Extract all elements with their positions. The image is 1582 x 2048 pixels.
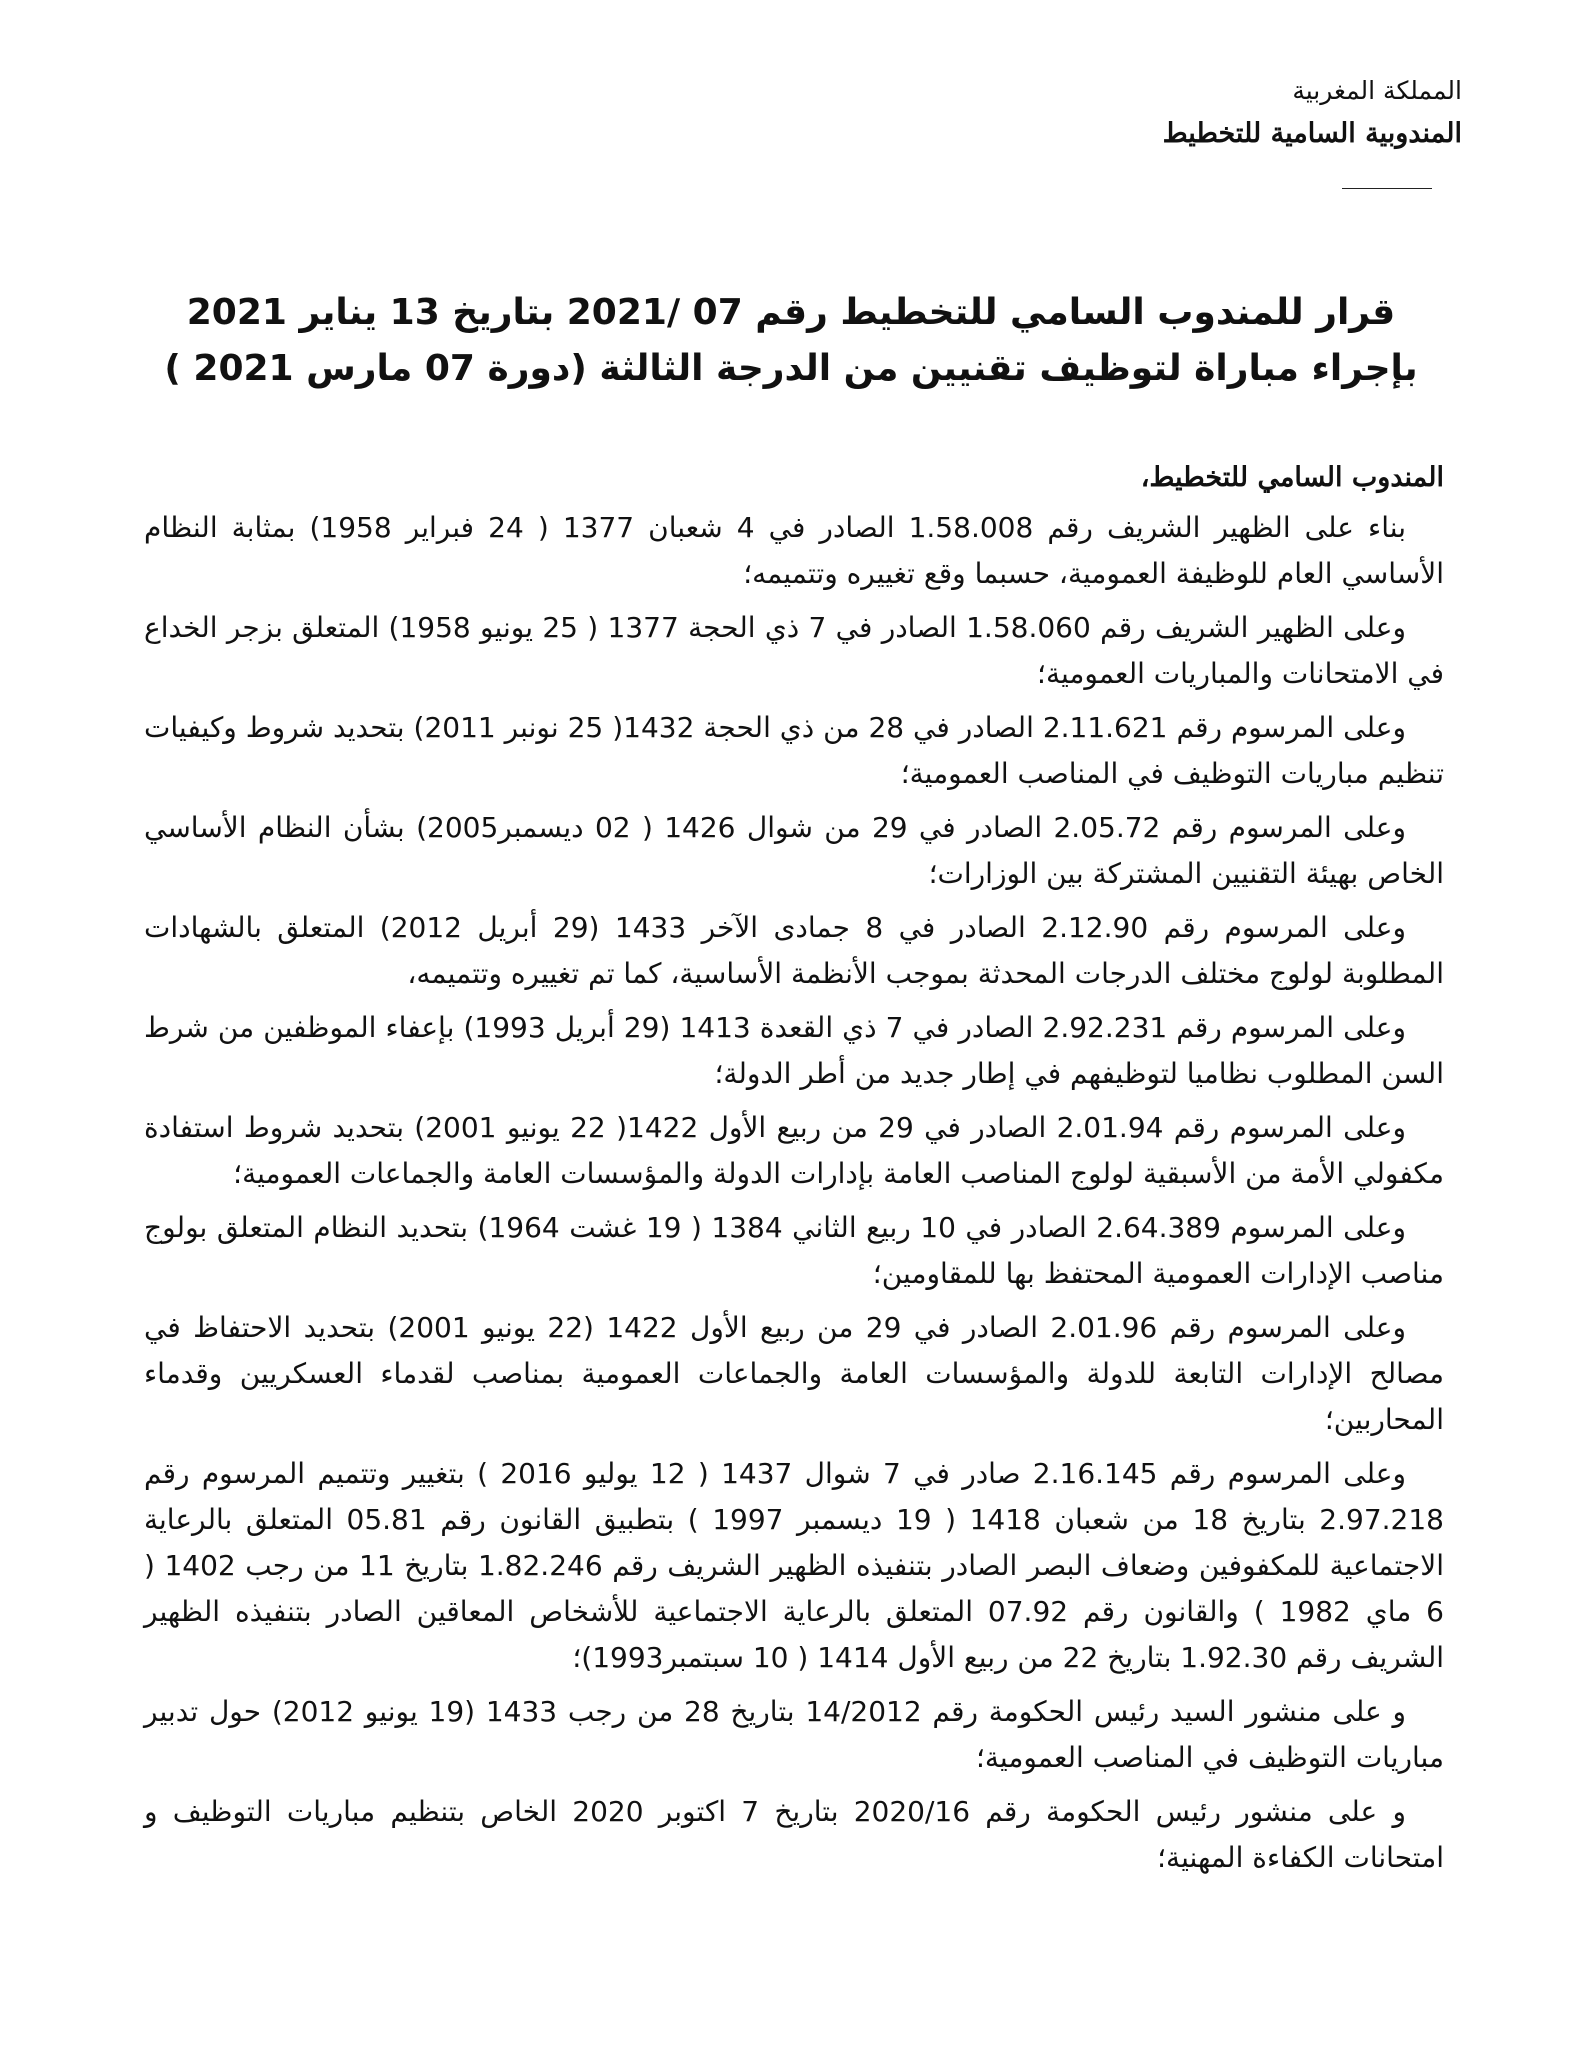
letterhead <box>1042 70 1462 189</box>
header-divider <box>1342 188 1432 189</box>
title-line-1: قرار للمندوب السامي للتخطيط رقم 07 /2021 بتاريخ 13 يناير 2021 <box>186 292 1396 333</box>
clause-12: و على منشور رئيس الحكومة رقم 2020/16 بتاريخ 7 اكتوبر 2020 الخاص بتنظيم مباريات التوظيف و امتحانات الكفاءة المهنية؛ <box>144 1795 1444 1874</box>
clause-1: بناء على الظهير الشريف رقم 1.58.008 الصادر في 4 شعبان 1377 ( 24 فبراير 1958) بمثابة النظام الأساسي العام للوظيفة العمومية، حسبما وقع تغييره وتتميمه؛ <box>144 511 1444 590</box>
clause-5: وعلى المرسوم رقم 2.12.90 الصادر في 8 جمادى الآخر 1433 (29 أبريل 2012) المتعلق بالشهادات المطلوبة لولوج مختلف الدرجات المحدثة بموجب الأنظمة الأساسية، كما تم تغييره وتتميمه، <box>144 911 1444 990</box>
clause-4: وعلى المرسوم رقم 2.05.72 الصادر في 29 من شوال 1426 ( 02 ديسمبر2005) بشأن النظام الأساسي الخاص بهيئة التقنيين المشتركة بين الوزارات؛ <box>144 811 1444 890</box>
clause-11: و على منشور السيد رئيس الحكومة رقم 14/2012 بتاريخ 28 من رجب 1433 (19 يونيو 2012) حول تدبير مباريات التوظيف في المناصب العمومية؛ <box>144 1695 1444 1774</box>
clause-8: وعلى المرسوم 2.64.389 الصادر في 10 ربيع الثاني 1384 ( 19 غشت 1964) بتحديد النظام المتعلق بولوج مناصب الإدارات العمومية المحتفظ بها للمقاومين؛ <box>144 1211 1444 1290</box>
agency-name: المندوبية السامية للتخطيط <box>1162 118 1462 149</box>
clause-9: وعلى المرسوم رقم 2.01.96 الصادر في 29 من ربيع الأول 1422 (22 يونيو 2001) بتحديد الاحتفاظ في مصالح الإدارات التابعة للدولة والمؤسسات العامة والجماعات العمومية بمناصب لقدماء العسكريين وقدماء المحاربين؛ <box>144 1311 1444 1436</box>
title-line-2: بإجراء مباراة لتوظيف تقنيين من الدرجة الثالثة (دورة 07 مارس 2021 ) <box>164 348 1418 389</box>
document-body <box>144 455 1444 1889</box>
decision-title <box>150 285 1432 397</box>
clause-10: وعلى المرسوم رقم 2.16.145 صادر في 7 شوال 1437 ( 12 يوليو 2016 ) بتغيير وتتميم المرسوم رقم 2.97.218 بتاريخ 18 من شعبان 1418 ( 19 ديسمبر 1997 ) بتطبيق القانون رقم 05.81 المتعلق بالرعاية الاجتماعية للمكفوفين وضعاف البصر الصادر بتنفيذه الظهير الشريف رقم 1.82.246 بتاريخ 11 من رجب 1402 ( 6 ماي 1982 ) والقانون رقم 07.92 المتعلق بالرعاية الاجتماعية للأشخاص المعاقين الصادر بتنفيذه الظهير الشريف رقم 1.92.30 بتاريخ 22 من ربيع الأول 1414 ( 10 سبتمبر1993)؛ <box>144 1457 1444 1674</box>
clause-6: وعلى المرسوم رقم 2.92.231 الصادر في 7 ذي القعدة 1413 (29 أبريل 1993) بإعفاء الموظفين من شرط السن المطلوب نظاميا لتوظيفهم في إطار جديد من أطر الدولة؛ <box>144 1011 1444 1090</box>
clause-3: وعلى المرسوم رقم 2.11.621 الصادر في 28 من ذي الحجة 1432( 25 نونبر 2011) بتحديد شروط وكيفيات تنظيم مباريات التوظيف في المناصب العمومية؛ <box>144 711 1444 790</box>
clause-7: وعلى المرسوم رقم 2.01.94 الصادر في 29 من ربيع الأول 1422( 22 يونيو 2001) بتحديد شروط استفادة مكفولي الأمة من الأسبقية لولوج المناصب العامة بإدارات الدولة والمؤسسات العامة والجماعات العمومية؛ <box>144 1111 1444 1190</box>
kingdom-name: المملكة المغربية <box>1292 76 1462 105</box>
addressee: المندوب السامي للتخطيط، <box>1140 462 1444 493</box>
clause-2: وعلى الظهير الشريف رقم 1.58.060 الصادر في 7 ذي الحجة 1377 ( 25 يونيو 1958) المتعلق بزجر الخداع في الامتحانات والمباريات العمومية؛ <box>144 611 1444 690</box>
